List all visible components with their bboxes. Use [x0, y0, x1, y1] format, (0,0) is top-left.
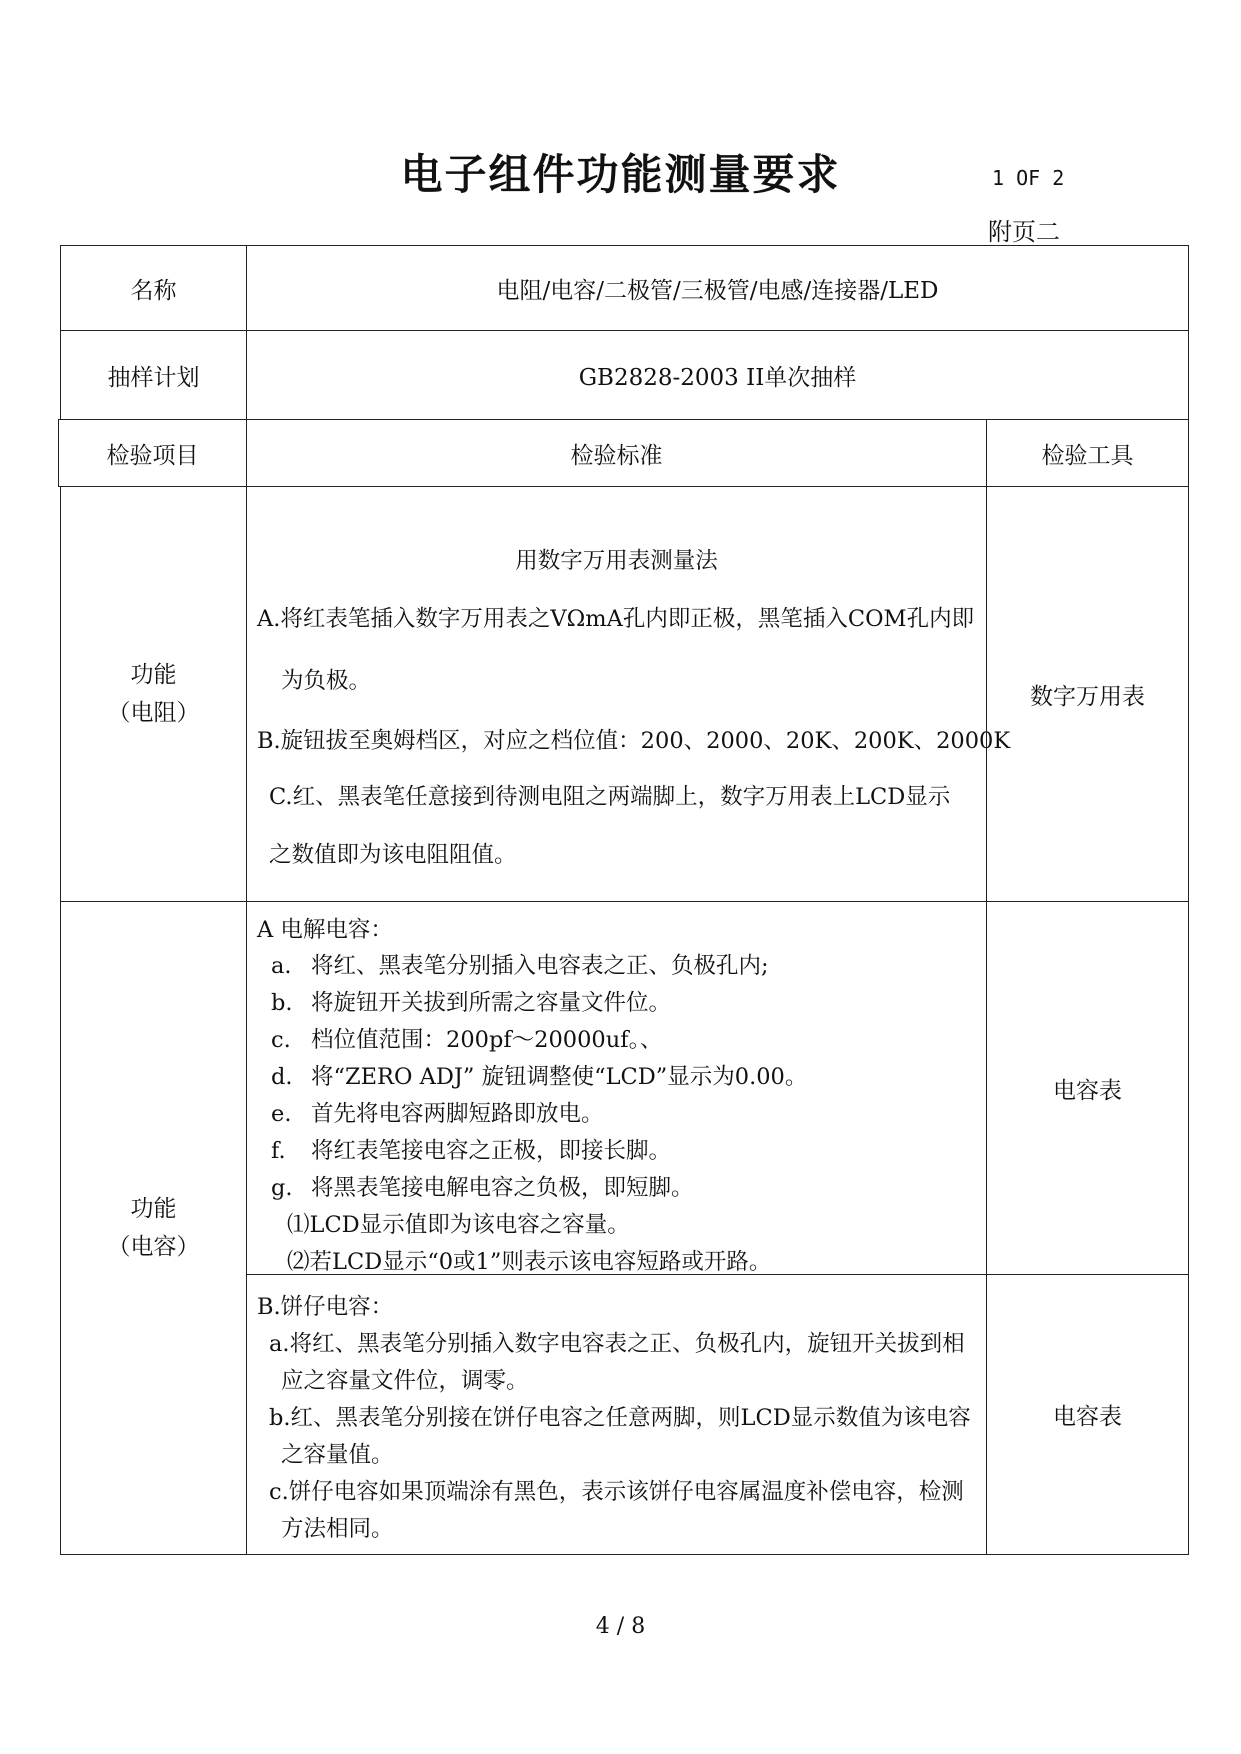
item-text: 档位值范围：200pf～20000uf。、 [311, 1027, 663, 1053]
item-text: 将“ZERO ADJ” 旋钮调整使“LCD”显示为0.00。 [311, 1064, 808, 1090]
name-value: 电阻/电容/二极管/三极管/电感/连接器/LED [496, 277, 939, 304]
item-text: 将黑表笔接电解电容之负极，即短脚。 [311, 1175, 694, 1201]
sampling-label: 抽样计划 [107, 364, 200, 391]
electrolytic-sub-item-1: ⑴LCD显示值即为该电容之容量。 [287, 1212, 630, 1238]
electrolytic-item-b [271, 985, 671, 1017]
resistor-heading: 用数字万用表测量法 [515, 548, 718, 574]
capacitor-item-line2: （电容） [107, 1234, 200, 1260]
resistor-item-line2: （电阻） [107, 700, 200, 726]
electrolytic-item-e [271, 1096, 604, 1128]
resistor-line-b: B.旋钮拔至奥姆档区，对应之档位值：200、2000、20K、200K、2000K [257, 728, 1011, 754]
name-label: 名称 [130, 277, 177, 304]
electrolytic-standard-cell [246, 901, 987, 1275]
resistor-standard-cell [246, 486, 1011, 902]
name-label-cell [60, 245, 247, 331]
header-standard-cell [246, 419, 987, 487]
resistor-tool-cell [986, 486, 1189, 902]
item-mark: b. [271, 990, 293, 1016]
capacitor-item-cell [60, 901, 247, 1555]
header-tool-cell [986, 419, 1189, 487]
page-number: 4 / 8 [595, 1614, 646, 1639]
header-tool: 检验工具 [1041, 442, 1134, 469]
ceramic-line-c1: c.饼仔电容如果顶端涂有黑色，表示该饼仔电容属温度补偿电容，检测 [269, 1479, 964, 1505]
resistor-line-a1: A.将红表笔插入数字万用表之VΩmA孔内即正极，黑笔插入COM孔内即 [257, 606, 975, 632]
capacitor-item-line1: 功能 [130, 1196, 177, 1222]
sampling-label-cell [60, 330, 247, 420]
electrolytic-sub-item-2: ⑵若LCD显示“0或1”则表示该电容短路或开路。 [287, 1249, 772, 1275]
header-standard: 检验标准 [570, 442, 663, 469]
header-item: 检验项目 [106, 442, 199, 469]
appendix-label: 附页二 [988, 218, 1060, 246]
header-item-cell [58, 419, 247, 487]
electrolytic-tool-cell [986, 901, 1189, 1275]
ceramic-tool-cell [986, 1274, 1189, 1555]
resistor-item-cell [60, 486, 247, 902]
electrolytic-item-d [271, 1059, 807, 1091]
electrolytic-item-f [271, 1133, 671, 1165]
item-text: 将旋钮开关拔到所需之容量文件位。 [311, 990, 672, 1016]
item-mark: c. [271, 1027, 291, 1053]
resistor-item-line1: 功能 [130, 662, 177, 688]
item-text: 将红、黑表笔分别插入电容表之正、负极孔内; [311, 953, 769, 979]
item-mark: e. [271, 1101, 292, 1127]
electrolytic-item-c [271, 1022, 662, 1054]
item-text: 将红表笔接电容之正极，即接长脚。 [311, 1138, 672, 1164]
page-title: 电子组件功能测量要求 [400, 150, 841, 199]
page-reference: 1 OF 2 [992, 166, 1065, 190]
item-text: 首先将电容两脚短路即放电。 [311, 1101, 604, 1127]
resistor-line-c2: 之数值即为该电阻阻值。 [269, 842, 517, 868]
electrolytic-tool: 电容表 [1053, 1077, 1122, 1104]
ceramic-heading: B.饼仔电容： [257, 1294, 394, 1320]
resistor-tool: 数字万用表 [1030, 683, 1145, 710]
electrolytic-item-g [271, 1170, 694, 1202]
item-mark: f. [271, 1138, 286, 1164]
item-mark: d. [271, 1064, 293, 1090]
resistor-line-c1: C.红、黑表笔任意接到待测电阻之两端脚上，数字万用表上LCD显示 [269, 784, 951, 810]
item-mark: g. [271, 1175, 293, 1201]
ceramic-line-b1: b.红、黑表笔分别接在饼仔电容之任意两脚，则LCD显示数值为该电容 [269, 1405, 971, 1431]
electrolytic-item-a [271, 948, 769, 980]
ceramic-line-b2: 之容量值。 [281, 1442, 394, 1468]
sampling-value-cell [246, 330, 1189, 420]
ceramic-tool: 电容表 [1053, 1404, 1122, 1430]
ceramic-line-a1: a.将红、黑表笔分别插入数字电容表之正、负极孔内，旋钮开关拔到相 [269, 1331, 965, 1357]
sampling-value: GB2828-2003 II单次抽样 [578, 364, 857, 391]
ceramic-line-c2: 方法相同。 [281, 1516, 394, 1542]
ceramic-line-a2: 应之容量文件位，调零。 [281, 1368, 529, 1394]
electrolytic-heading: A 电解电容： [257, 917, 393, 943]
item-mark: a. [271, 953, 292, 979]
name-value-cell [246, 245, 1189, 331]
ceramic-standard-cell [246, 1274, 987, 1555]
resistor-line-a2: 为负极。 [281, 668, 372, 694]
